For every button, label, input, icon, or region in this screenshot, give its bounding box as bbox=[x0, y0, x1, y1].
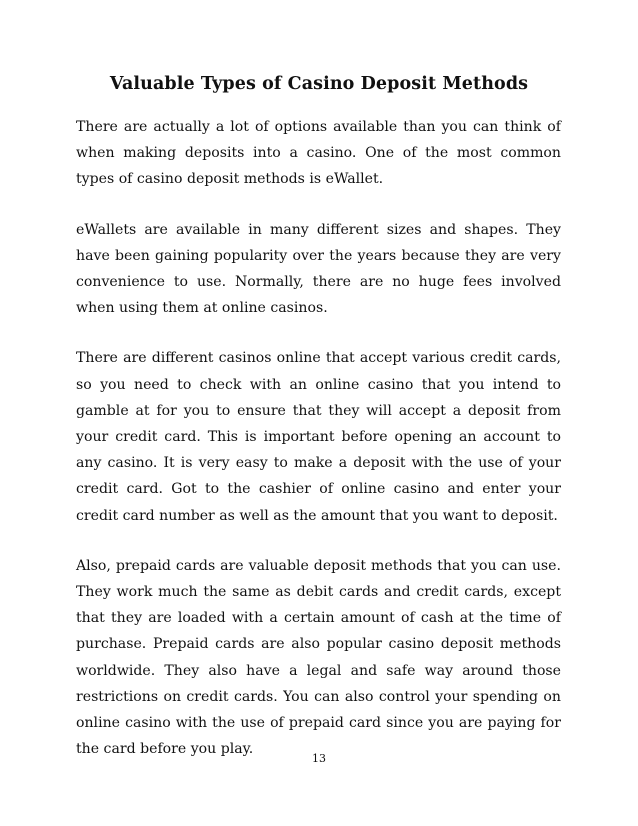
paragraph-ewallet-details: eWallets are available in many different sizes and shapes. They have been gaining popularity over the years because they are very convenience to use. Normally, there are no huge fees involved when using them at online casinos. bbox=[76, 221, 561, 317]
paragraph-prepaid-cards: Also, prepaid cards are valuable deposit methods that you can use. They work much the same as debit cards and credit cards, except that they are loaded with a certain amount of cash at the time of purchase. Prepaid cards are also popular casino deposit methods worldwide. They also have a legal and safe way around those restrictions on credit cards. You can also control your spending on online casino with the use of prepaid card since you are paying for the card before you play. bbox=[76, 557, 561, 758]
paragraph-ewallet-intro: There are actually a lot of options available than you can think of when making deposits into a casino. One of the most common types of casino deposit methods is eWallet. bbox=[76, 119, 561, 188]
paragraph-credit-cards: There are different casinos online that accept various credit cards, so you need to check with an online casino that you intend to gamble at for you to ensure that they will accept a deposit from your credit card. This is important before opening an account to any casino. It is very easy to make a deposit with the use of your credit card. Got to the cashier of online casino and enter your credit card number as well as the amount that you want to deposit. bbox=[76, 350, 561, 524]
body-text bbox=[76, 114, 561, 786]
page-title: Valuable Types of Casino Deposit Methods bbox=[109, 74, 529, 94]
page-number: 13 bbox=[312, 752, 326, 765]
